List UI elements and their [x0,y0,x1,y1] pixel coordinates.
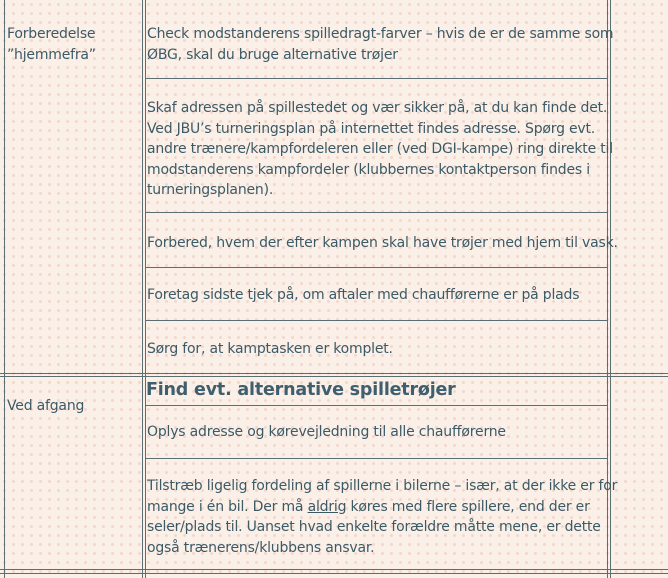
task-check-colors [147,24,613,65]
section-label-line: ”hjemmefra” [7,46,96,63]
row-divider [145,320,608,321]
section-divider [0,569,668,570]
section-label-line: Forberedelse [7,26,96,42]
row-divider [145,78,608,79]
task-line: Check modstanderens spilledragt-farver – hvis de er de samme som [147,26,614,42]
section-divider [0,376,668,377]
row-divider [145,458,608,459]
task-line: Sørg for, at kamptasken er komplet. [147,341,393,357]
section-divider [0,373,668,374]
task-text: køres med flere spillere, end der er [346,498,590,515]
task-line: Forbered, hvem der efter kampen skal have trøjer med hjem til vask. [147,235,618,251]
task-line: også trænerens/klubbens ansvar. [147,539,375,556]
section-divider [0,573,668,574]
section-heading: Find evt. alternative spilletrøjer [146,380,456,400]
task-line: Ved JBU’s turneringsplan på internettet findes adresse. Spørg evt. [147,120,596,137]
task-line: andre trænere/kampfordeleren eller (ved DGI-kampe) ring direkte til [147,141,613,157]
task-get-address [147,98,613,201]
section-label-line: Ved afgang [7,398,85,414]
column-divider [4,0,5,578]
task-line: turneringsplanen). [147,182,274,198]
section-label-ved-afgang [7,396,84,417]
task-line: modstanderens kampfordeler (klubbernes kontaktperson findes i [147,161,590,178]
task-kit-bag [147,339,393,360]
task-line: Skaf adressen på spillestedet og vær sikker på, at du kan finde det. [147,100,608,116]
task-share-address [147,422,506,443]
row-divider [145,267,608,268]
task-line: seler/plads til. Uanset hvad enkelte forældre måtte mene, er dette [147,519,601,535]
task-line: Tilstræb ligelig fordeling af spillerne i bilerne – især, at der ikke er for [147,478,618,494]
task-line: ØBG, skal du bruge alternative trøjer [147,46,398,63]
column-divider [142,0,143,578]
task-text: mange i én bil. Der må [147,498,308,515]
task-line [147,497,617,518]
row-divider [145,405,608,406]
emphasis-underlined: aldrig [307,498,347,515]
row-divider [145,212,608,213]
task-driver-check [147,285,579,306]
section-label-forberedelse [7,24,96,65]
task-line: Oplys adresse og kørevejledning til alle chaufførerne [147,424,506,440]
column-divider [145,0,146,578]
task-line: Foretag sidste tjek på, om aftaler med chaufførerne er på plads [147,287,580,303]
task-car-distribution [147,476,617,558]
task-laundry [147,233,618,254]
